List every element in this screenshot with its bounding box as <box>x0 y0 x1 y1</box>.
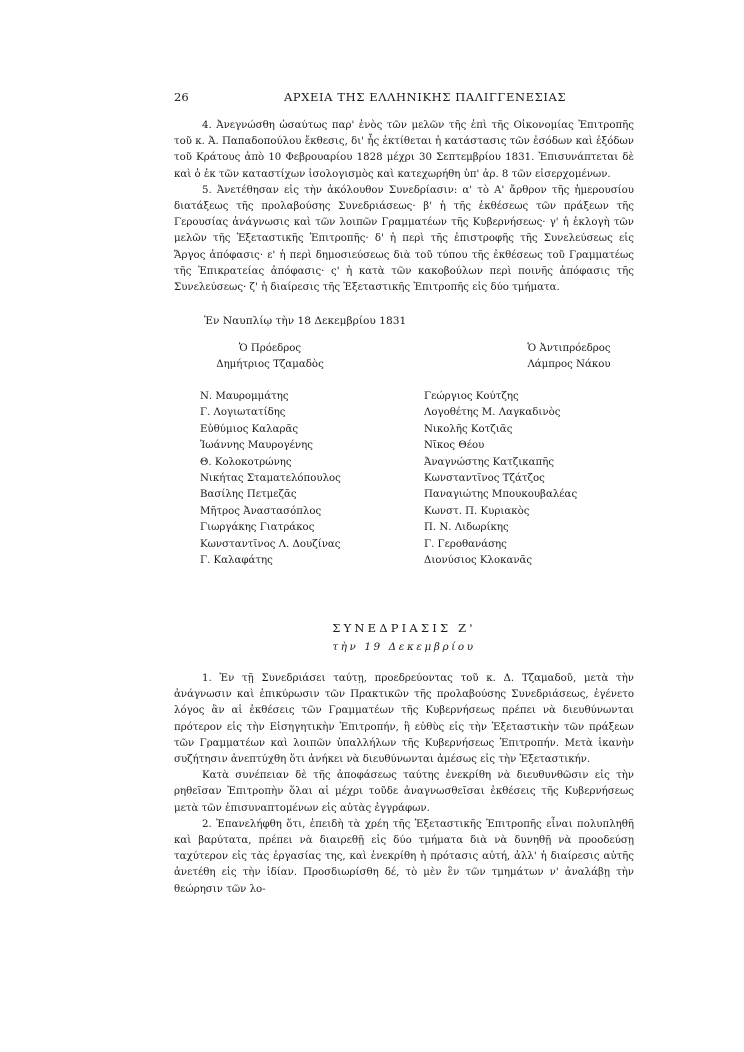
member-name: Ἰωάννης Μαυρογένης <box>200 440 313 452</box>
member-name: Γιωργάκης Γιατράκος <box>200 522 315 534</box>
president-name: Δημήτριος Τζαμαδὸς <box>216 359 324 370</box>
paragraph-1: 1. Ἐν τῇ Συνεδριάσει ταύτῃ, προεδρεύοντας τοῦ κ. Δ. Τζαμαδοῦ, μετὰ τὴν ἀνάγνωσιν καὶ ἐπικύρωσιν τῶν Πρακτικῶν τῆς προλαβούσης Συνεδριάσεως, ἐγένετο λόγος ἂν αἱ ἐκθέσεις τῶν Γραμματέων τῆς Κυβερνήσεως πρέπει νὰ διευθύνωνται πρότερον εἰς τὴν Εἰσηγητικὴν Ἐπιτροπήν, ἢ εὐθὺς εἰς τὴν Ἐξεταστικὴν τῶν πράξεων τῶν Γραμματέων καὶ λοιπῶν ὑπαλλήλων τῆς Κυβερνήσεως Ἐπιτροπήν. Μετὰ ἱκανὴν συζήτησιν ἀνεπτύχθη ὅτι ἀνήκει νὰ διευθύνωνται ἀμέσως εἰς τὴν Ἐξεταστικήν. <box>174 673 634 766</box>
member-name: Λογοθέτης Μ. Λαγκαδινὸς <box>424 407 561 419</box>
member-name: Νικολῆς Κοτζιᾶς <box>424 423 513 435</box>
page-number: 26 <box>174 90 189 104</box>
member-name: Ἀναγνώστης Κατζικαπῆς <box>424 456 555 468</box>
bottom-text-block <box>174 671 634 898</box>
paragraph-1-continued: Κατὰ συνέπειαν δὲ τῆς ἀποφάσεως ταύτης ἐνεκρίθη νὰ διευθυνθῶσιν εἰς τὴν ρηθεῖσαν Ἐπιτροπὴν ὅλαι αἱ μέχρι τοῦδε ἀναγνωσθεῖσαι ἐκθέσεις τῆς Κυβερνήσεως μετὰ τῶν ἐπισυναπτομένων εἰς αὐτὰς ἐγγράφων. <box>174 770 634 814</box>
vice-president-title: Ὁ Ἀντιπρόεδρος <box>527 343 611 354</box>
place-and-date: Ἐν Ναυπλίῳ τὴν 18 Δεκεμβρίου 1831 <box>204 315 407 327</box>
session-title: ΣΥΝΕΔΡΙΑΣΙΣ Ζ' <box>332 621 476 635</box>
member-name: Εὐθύμιος Καλαρᾶς <box>200 423 299 435</box>
member-name: Κωνστ. Π. Κυριακὸς <box>424 505 530 517</box>
member-name: Βασίλης Πετμεζᾶς <box>200 489 297 501</box>
top-text-block <box>174 118 634 296</box>
president-signature <box>200 341 340 373</box>
paragraph-4: 4. Ἀνεγνώσθη ὡσαύτως παρ' ἑνὸς τῶν μελῶν τῆς ἐπὶ τῆς Οἰκονομίας Ἐπιτροπῆς τοῦ κ. Ἀ. Παπαδοπούλου ἔκθεσις, δι' ἧς ἐκτίθεται ἡ κατάστασις τῶν ἐσόδων καὶ ἐξόδων τοῦ Κράτους ἀπὸ 10 Φεβρουαρίου 1828 μέχρι 30 Σεπτεμβρίου 1831. Ἐπισυνάπτεται δὲ καὶ ὁ ἐκ τῶν καταστίχων ἰσολογισμὸς καὶ κατεχωρήθη ὑπ' ἀρ. 8 τῶν εἰσερχομένων. <box>174 120 634 180</box>
member-name: Γ. Γεροθανάσης <box>424 538 507 550</box>
member-name: Μῆτρος Ἀναστασόπλος <box>200 505 322 517</box>
session-date: τὴν 19 Δεκεμβρίου <box>332 641 476 653</box>
running-header <box>174 90 634 106</box>
member-name: Γ. Καλαφάτης <box>200 555 273 567</box>
members-left-column <box>200 389 341 569</box>
member-name: Νῖκος Θέου <box>424 440 485 452</box>
members-right-column <box>424 389 577 569</box>
member-name: Ν. Μαυρομμάτης <box>200 391 289 402</box>
member-name: Κωνσταντῖνος Λ. Δουζίνας <box>200 538 341 550</box>
paragraph-5: 5. Ἀνετέθησαν εἰς τὴν ἀκόλουθον Συνεδρίασιν: α' τὸ Α' ἄρθρον τῆς ἡμερουσίου διατάξεως τῆς προλαβούσης Συνεδριάσεως· β' ἡ τῆς ἐκθέσεως τῶν πράξεων τῆς Γερουσίας ἀνάγνωσις καὶ τῶν λοιπῶν Γραμματέων τῆς Κυβερνήσεως· γ' ἡ ἐκλογὴ τῶν μελῶν τῆς Ἐξεταστικῆς Ἐπιτροπῆς· δ' ἡ περὶ τῆς ἐπιστροφῆς τῆς Συνελεύσεως εἰς Ἄργος ἀπόφασις· ε' ἡ περὶ δημοσιεύσεως διὰ τοῦ τύπου τῆς ἐκθέσεως τοῦ Γραμματέως τῆς Ἐπικρατείας ἀπόφασις· ς' ἡ κατὰ τῶν κακοβούλων περὶ ποινῆς ἀπόφασις τῆς Συνελεύσεως· ζ' ἡ διαίρεσις τῆς Ἐξεταστικῆς Ἐπιτροπῆς εἰς δύο τμήματα. <box>174 184 634 294</box>
member-name: Νικήτας Σταματελόπουλος <box>200 473 341 485</box>
member-name: Θ. Κολοκοτρώνης <box>200 456 292 468</box>
president-title: Ὁ Πρόεδρος <box>238 343 302 354</box>
paragraph-2: 2. Ἐπανελήφθη ὅτι, ἐπειδὴ τὰ χρέη τῆς Ἐξεταστικῆς Ἐπιτροπῆς εἶναι πολυπληθῆ καὶ βαρύτατα, πρέπει νὰ διαιρεθῇ εἰς δύο τμήματα διὰ νὰ δυνηθῇ νὰ προοδεύσῃ ταχύτερον εἰς τὰς ἐργασίας της, καὶ ἐνεκρίθη ἡ πρότασις αὐτή, ἀλλ' ἡ διαίρεσις αὐτῆς ἀνετέθη εἰς τὴν ἰδίαν. Προσδιωρίσθη δέ, τὸ μὲν ἓν τῶν τμημάτων ν' ἀναλάβῃ τὴν θεώρησιν τῶν λο- <box>174 818 634 895</box>
member-name: Γ. Λογιωτατίδης <box>200 407 286 419</box>
member-name: Διονύσιος Κλοκανᾶς <box>424 555 533 567</box>
member-name: Γεώργιος Κούτζης <box>424 391 519 402</box>
vice-president-signature <box>494 341 644 373</box>
running-title: ΑΡΧΕΙΑ ΤΗΣ ΕΛΛΗΝΙΚΗΣ ΠΑΛΙΓΓΕΝΕΣΙΑΣ <box>284 90 567 104</box>
member-name: Κωνσταντῖνος Τζάτζος <box>424 473 545 485</box>
vice-president-name: Λάμπρος Νάκου <box>527 359 611 370</box>
member-name: Παναγιώτης Μπουκουβαλέας <box>424 489 578 501</box>
member-name: Π. Ν. Λιδωρίκης <box>424 522 509 534</box>
